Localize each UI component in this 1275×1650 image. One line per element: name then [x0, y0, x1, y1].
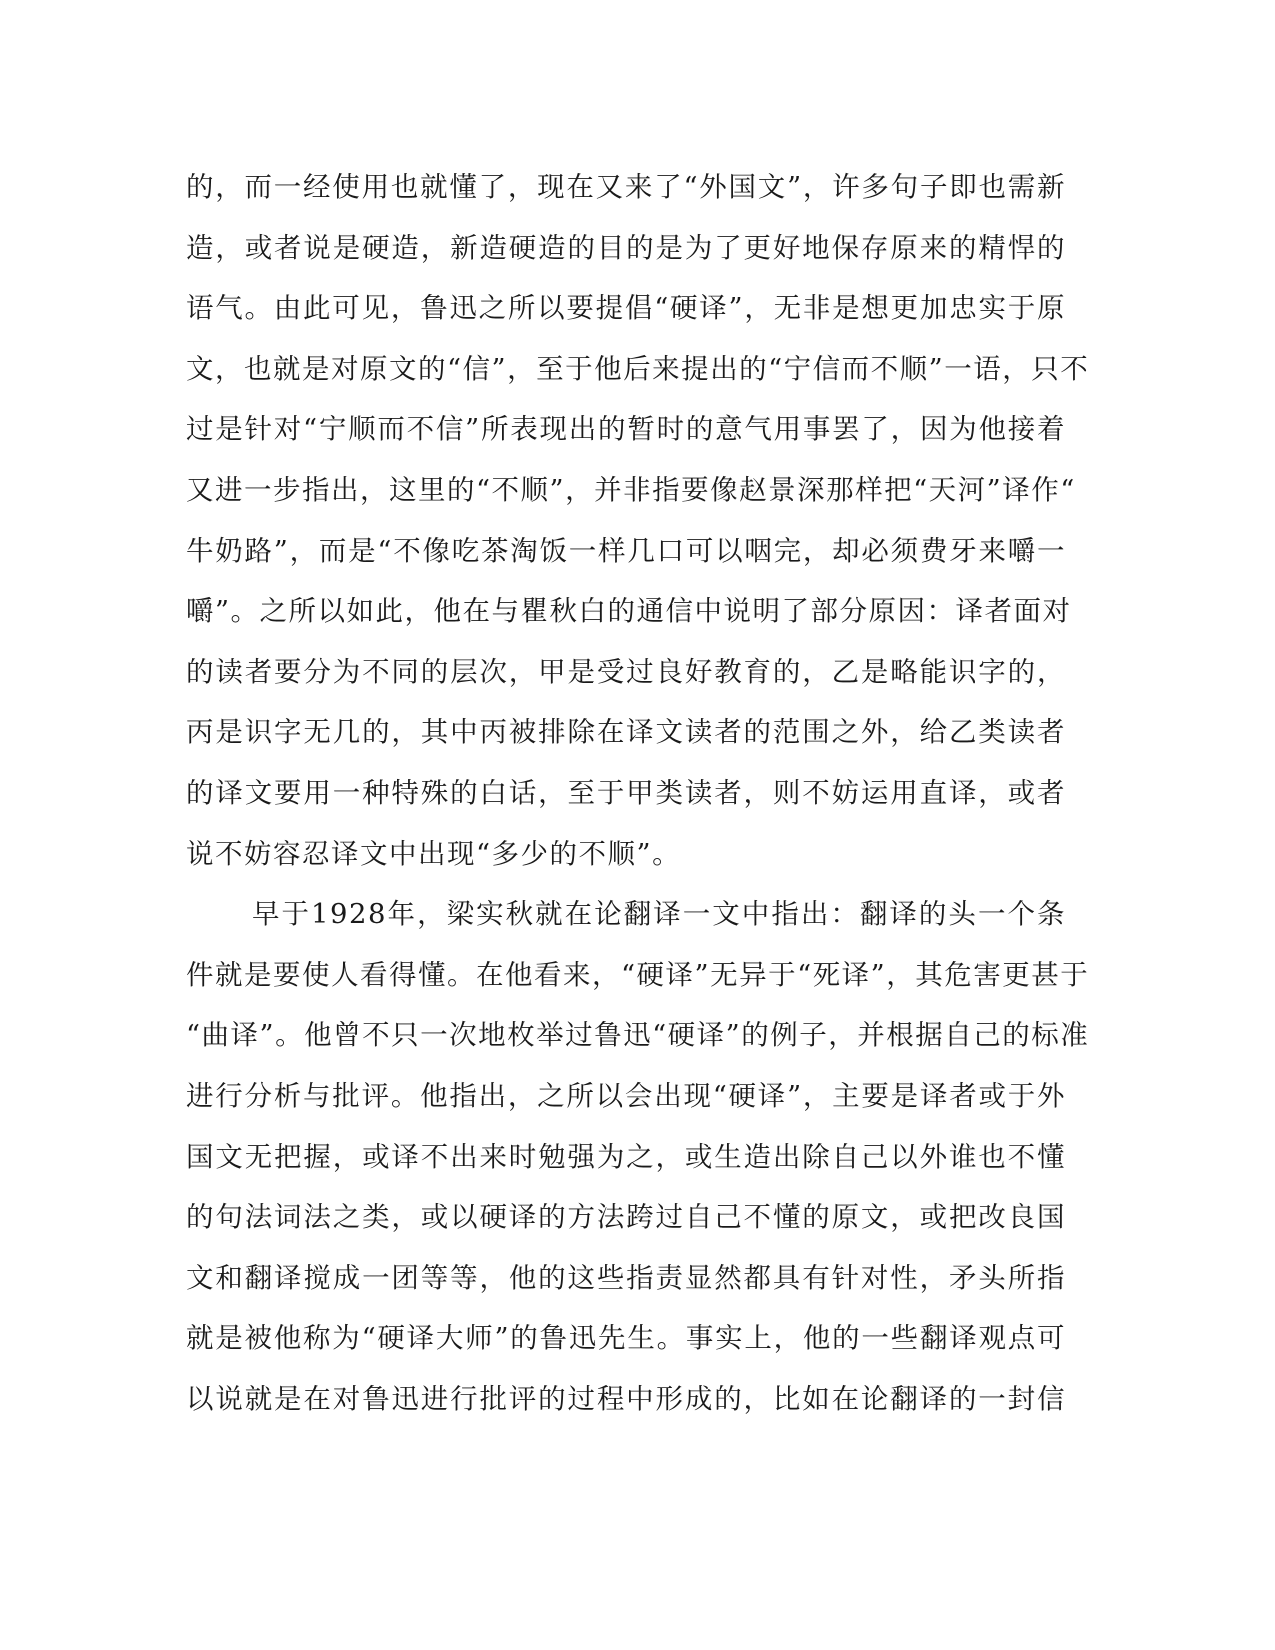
- text-line: 的句法词法之类，或以硬译的方法跨过自己不懂的原文，或把改良国: [186, 1201, 1066, 1234]
- text-line: 造，或者说是硬造，新造硬造的目的是为了更好地保存原来的精悍的: [186, 231, 1066, 264]
- text-line: 的，而一经使用也就懂了，现在又来了“外国文”，许多句子即也需新: [186, 171, 1066, 203]
- text-line: 丙是识字无几的，其中丙被排除在译文读者的范围之外，给乙类读者: [186, 716, 1066, 749]
- text-line: 过是针对“宁顺而不信”所表现出的暂时的意气用事罢了，因为他接着: [186, 413, 1066, 446]
- text-line: 嚼”。之所以如此，他在与瞿秋白的通信中说明了部分原因：译者面对: [186, 595, 1072, 628]
- text-line: 牛奶路”，而是“不像吃茶淘饭一样几口可以咽完，却必须费牙来嚼一: [186, 534, 1066, 567]
- text-line: 又进一步指出，这里的“不顺”，并非指要像赵景深那样把“天河”译作“: [186, 473, 1076, 506]
- text-line: 文，也就是对原文的“信”，至于他后来提出的“宁信而不顺”一语，只不: [186, 352, 1090, 385]
- text-line: 说不妨容忍译文中出现“多少的不顺”。: [186, 837, 682, 870]
- text-line: 文和翻译搅成一团等等，他的这些指责显然都具有针对性，矛头所指: [186, 1261, 1066, 1294]
- text-line: 进行分析与批评。他指出，之所以会出现“硬译”，主要是译者或于外: [186, 1079, 1066, 1112]
- text-line: 早于1928年，梁实秋就在论翻译一文中指出：翻译的头一个条: [252, 898, 1066, 931]
- text-line: 以说就是在对鲁迅进行批评的过程中形成的，比如在论翻译的一封信: [186, 1382, 1066, 1415]
- text-line: 语气。由此可见，鲁迅之所以要提倡“硬译”，无非是想更加忠实于原: [186, 292, 1066, 325]
- text-line: 的译文要用一种特殊的白话，至于甲类读者，则不妨运用直译，或者: [186, 776, 1066, 809]
- text-line: “曲译”。他曾不只一次地枚举过鲁迅“硬译”的例子，并根据自己的标准: [186, 1019, 1090, 1052]
- body-text: [186, 157, 1090, 1429]
- text-line: 国文无把握，或译不出来时勉强为之，或生造出除自己以外谁也不懂: [186, 1140, 1066, 1173]
- text-line: 件就是要使人看得懂。在他看来，“硬译”无异于“死译”，其危害更甚于: [186, 958, 1090, 991]
- text-line: 的读者要分为不同的层次，甲是受过良好教育的，乙是略能识字的，: [186, 655, 1066, 688]
- text-line: 就是被他称为“硬译大师”的鲁迅先生。事实上，他的一些翻译观点可: [186, 1322, 1066, 1355]
